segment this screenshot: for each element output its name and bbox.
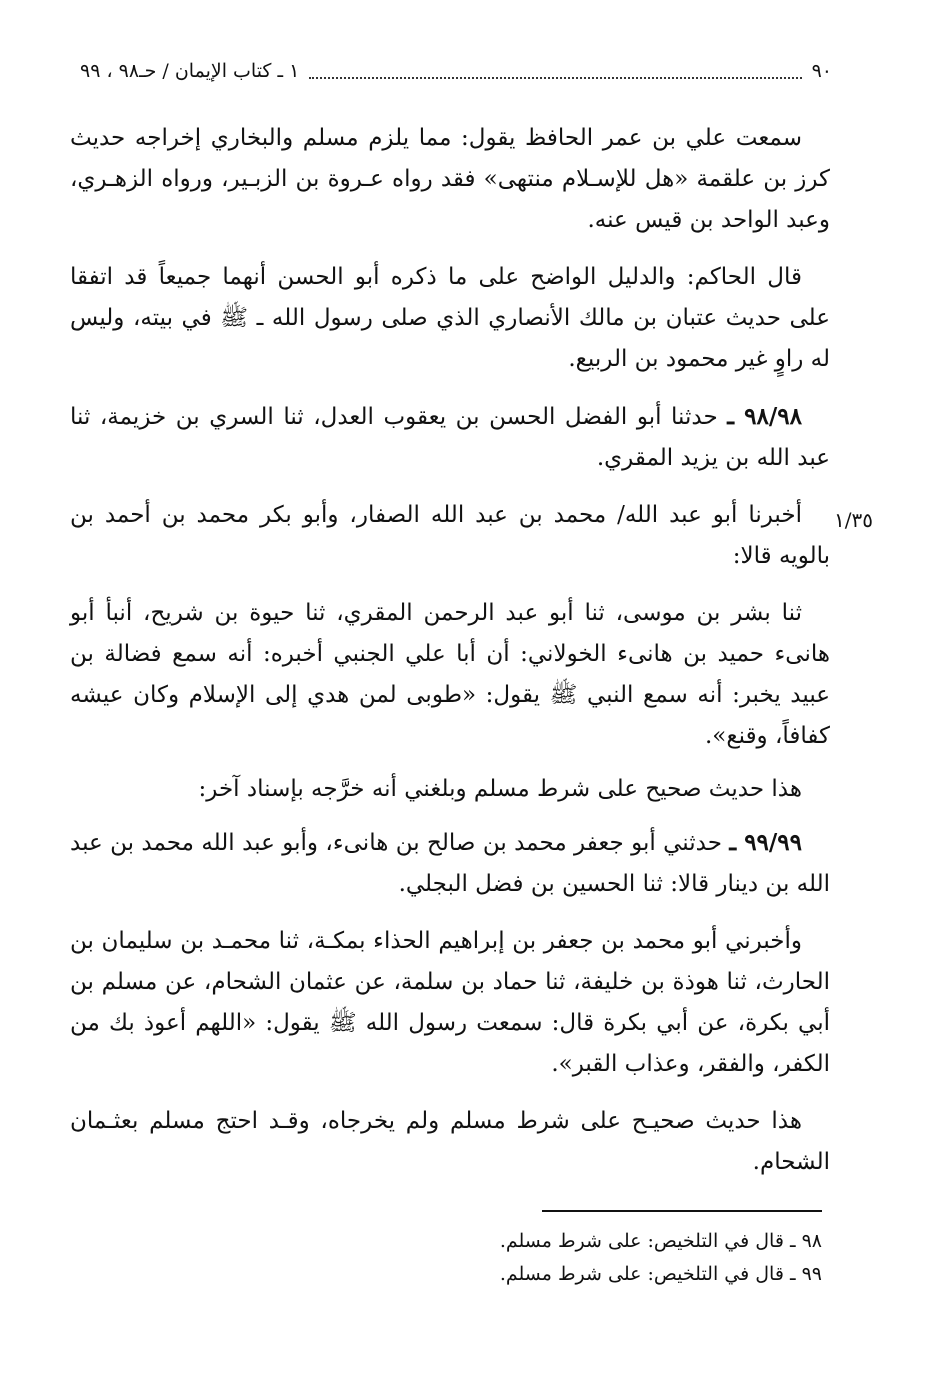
- hadith-98-text: حدثنا أبو الفضل الحسن بن يعقوب العدل، ثنا السري بن خزيمة، ثنا عبد الله بن يزيد المقري.: [70, 404, 830, 471]
- paragraph: وأخبرني أبو محمد بن جعفر بن إبراهيم الحذاء بمكـة، ثنا محمـد بن سليمان بن الحارث، ثنا هوذة بن خليفة، ثنا حماد بن سلمة، عن عثمان الشحام، عن مسلم بن أبي بكرة، عن أبي بكرة قال: سمعت رسول الله ﷺ يقول: «اللهم أعوذ بك من الكفر، والفقر، وعذاب القبر».: [70, 928, 830, 1077]
- hadith-98-paragraph: [70, 396, 830, 479]
- margin-volume-note: ١/٣٥: [834, 508, 873, 532]
- running-title: ١ ـ كتاب الإيمان / حـ٩٨ ، ٩٩: [80, 60, 300, 82]
- paragraph: قال الحاكم: والدليل الواضح على ما ذكره أبو الحسن أنهما جميعاً قد اتفقا على حديث عتبان بن مالك الأنصاري الذي صلى رسول الله ـ ﷺ في بيته، وليس له راوٍ غير محمود بن الربيع.: [70, 264, 830, 372]
- footnotes: [300, 1225, 822, 1291]
- hadith-99-text: حدثني أبو جعفر محمد بن صالح بن هانىء، وأبو عبد الله محمد بن عبد الله بن دينار قالا: ثنا الحسين بن فضل البجلي.: [70, 830, 830, 897]
- footnote-separator: [542, 1210, 822, 1212]
- main-text: [70, 118, 830, 1199]
- hadith-number-99: ٩٩/٩٩ ـ: [729, 829, 803, 856]
- paragraph: ثنا بشر بن موسى، ثنا أبو عبد الرحمن المقري، ثنا حيوة بن شريح، أنبأ أبو هانىء حميد بن هانىء الخولاني: أن أبا علي الجنبي أخبره: أنه سمع فضالة بن عبيد يخبر: أنه سمع النبي ﷺ يقول: «طوبى لمن هدي إلى الإسلام وكان عيشه كفافاً، وقنع».: [70, 600, 830, 749]
- page-header: [80, 60, 832, 82]
- hadith-99-paragraph: [70, 822, 830, 905]
- page-number: ٩٠: [811, 60, 832, 82]
- hadith-number-98: ٩٨/٩٨ ـ: [727, 403, 802, 430]
- header-dotted-leader: [309, 63, 801, 79]
- paragraph: أخبرنا أبو عبد الله/ محمد بن عبد الله الصفار، وأبو بكر محمد بن أحمد بن بالويه قالا:: [70, 502, 830, 569]
- paragraph: سمعت علي بن عمر الحافظ يقول: مما يلزم مسلم والبخاري إخراجه حديث كرز بن علقمة «هل للإسـلام منتهى» فقد رواه عـروة بن الزبـير، ورواه الزهـري، وعبد الواحد بن قيس عنه.: [70, 125, 830, 233]
- paragraph: هذا حديث صحيح على شرط مسلم وبلغني أنه خرَّجه بإسناد آخر:: [198, 776, 802, 802]
- footnote: ٩٩ ـ قال في التلخيص: على شرط مسلم.: [499, 1263, 822, 1285]
- footnote: ٩٨ ـ قال في التلخيص: على شرط مسلم.: [499, 1230, 822, 1252]
- paragraph: هذا حديث صحيـح على شرط مسلم ولم يخرجاه، وقـد احتج مسلم بعثـمان الشحام.: [70, 1108, 830, 1175]
